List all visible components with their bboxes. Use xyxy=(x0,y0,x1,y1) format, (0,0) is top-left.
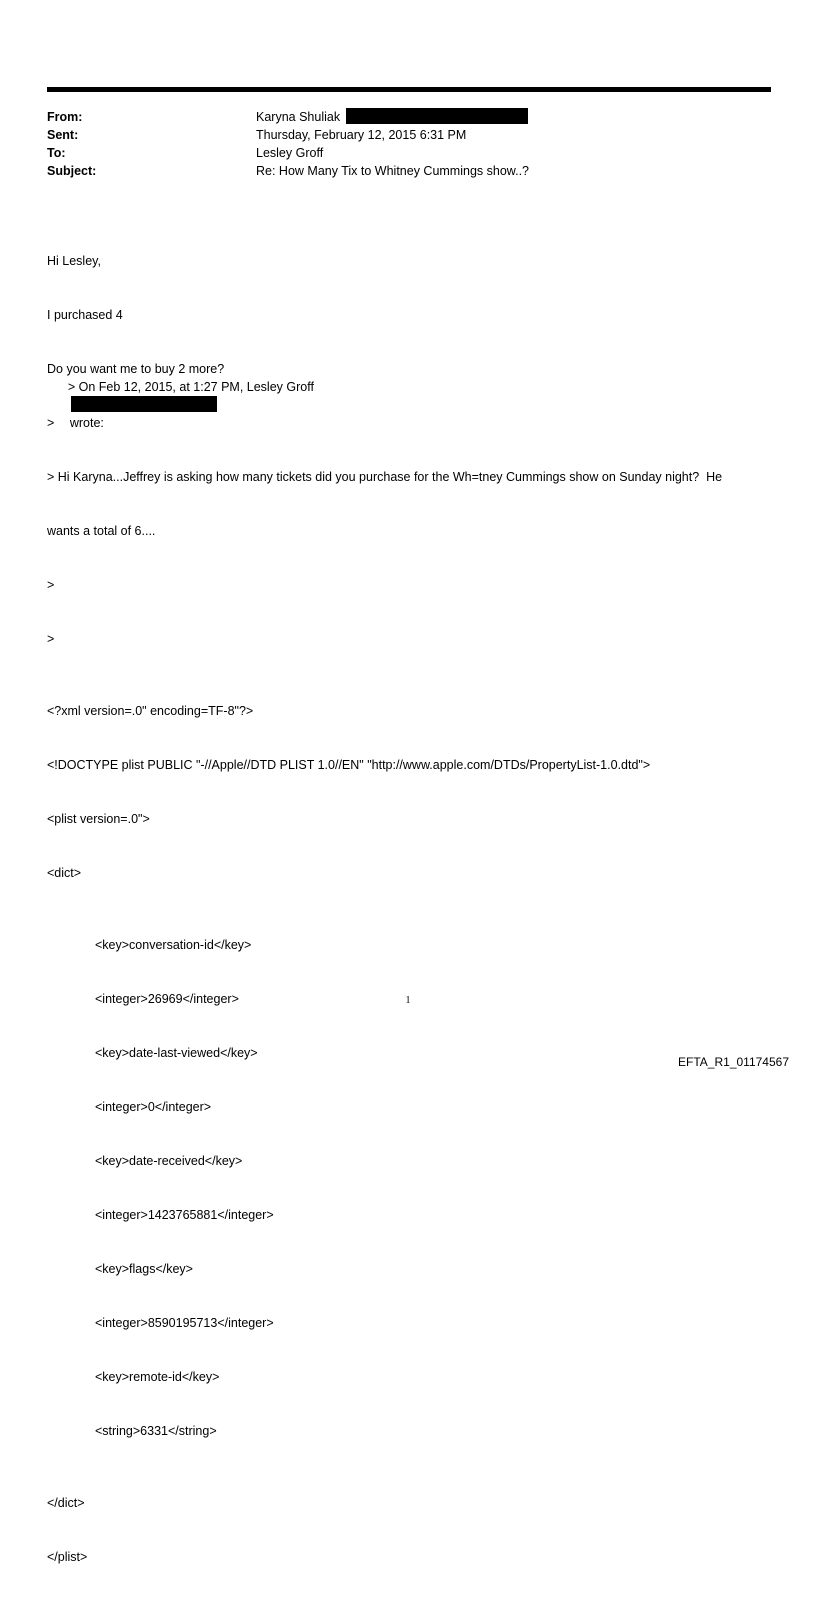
quoted-intro-suffix: wrote: xyxy=(69,416,104,430)
sent-value: Thursday, February 12, 2015 6:31 PM xyxy=(256,128,467,142)
plist-line: <dict> xyxy=(47,866,82,880)
plist-dict-line: <key>date-received</key> xyxy=(95,1154,243,1168)
sent-label: Sent: xyxy=(47,128,79,142)
quoted-line: > xyxy=(47,632,55,646)
plist-line: </plist> xyxy=(47,1550,88,1564)
from-label: From: xyxy=(47,110,83,124)
quoted-line: wants a total of 6.... xyxy=(47,524,156,538)
plist-dict-line: <key>remote-id</key> xyxy=(95,1370,220,1384)
plist-dict-line: <integer>8590195713</integer> xyxy=(95,1316,274,1330)
from-value-group xyxy=(256,108,528,126)
subject-value: Re: How Many Tix to Whitney Cummings show..? xyxy=(256,164,530,178)
plist-dict-line: <key>conversation-id</key> xyxy=(95,938,252,952)
reply-line: Do you want me to buy 2 more? xyxy=(47,362,225,376)
page-number: 1 xyxy=(405,995,411,1006)
plist-line: </dict> xyxy=(47,1496,85,1510)
plist-dict-line: <key>flags</key> xyxy=(95,1262,193,1276)
plist-line: <plist version=.0"> xyxy=(47,812,150,826)
plist-line: <?xml version=.0" encoding=TF-8"?> xyxy=(47,704,254,718)
quoted-intro xyxy=(47,360,722,430)
quoted-line: > Hi Karyna...Jeffrey is asking how many tickets did you purchase for the Wh=tney Cummings show on Sunday night? He xyxy=(47,470,723,484)
plist-dict-line: <integer>26969</integer> xyxy=(95,992,239,1006)
to-label: To: xyxy=(47,146,66,160)
redaction-block xyxy=(346,108,528,124)
from-value: Karyna Shuliak xyxy=(256,110,341,124)
to-value: Lesley Groff xyxy=(256,146,324,160)
plist-dict-line: <string>6331</string> xyxy=(95,1424,217,1438)
bates-number: EFTA_R1_01174567 xyxy=(678,1055,789,1069)
plist-dict-line: <key>date-last-viewed</key> xyxy=(95,1046,258,1060)
subject-label: Subject: xyxy=(47,164,97,178)
header-rule xyxy=(47,87,771,92)
reply-line: I purchased 4 xyxy=(47,308,123,322)
plist-line: <!DOCTYPE plist PUBLIC "-//Apple//DTD PLIST 1.0//EN" "http://www.apple.com/DTDs/PropertyList-1.0.dtd"> xyxy=(47,758,651,772)
plist-dict-line: <integer>0</integer> xyxy=(95,1100,212,1114)
plist-dict-line: <integer>1423765881</integer> xyxy=(95,1208,274,1222)
quoted-intro-prefix: > On Feb 12, 2015, at 1:27 PM, Lesley Groff xyxy=(67,380,314,394)
reply-line: Hi Lesley, xyxy=(47,254,101,268)
quoted-line: > xyxy=(47,578,55,592)
redaction-block xyxy=(71,396,217,412)
quoted-line: > xyxy=(47,416,55,430)
quoted-message xyxy=(47,324,722,1602)
